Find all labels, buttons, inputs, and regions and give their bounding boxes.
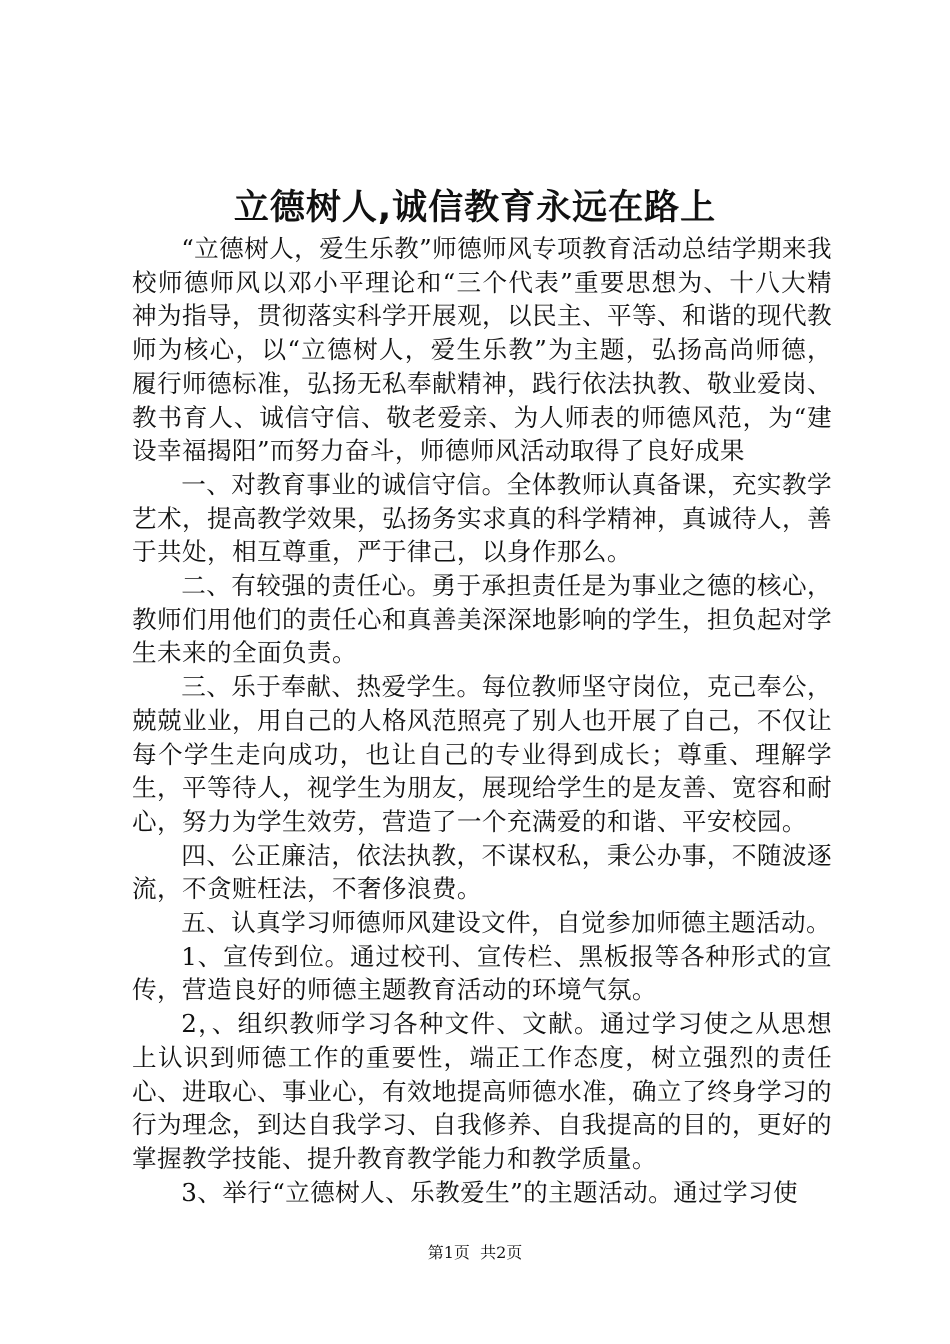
intro-paragraph: “立德树人，爱生乐教”师德师风专项教育活动总结学期来我校师德师风以邓小平理论和“三个代表”重要思想为、十八大精神为指导，贯彻落实科学开展观，以民主、平等、和谐的现代教师为核心，以“立德树人，爱生乐教”为主题，弘扬高尚师德，履行师德标准，弘扬无私奉献精神，践行依法执教、敬业爱岗、教书育人、诚信守信、敬老爱亲、为人师表的师德风范，为“建设幸福揭阳”而努力奋斗，师德师风活动取得了良好成果: [132, 234, 832, 466]
section-2-paragraph: 二、有较强的责任心。勇于承担责任是为事业之德的核心，教师们用他们的责任心和真善美深深地影响的学生，担负起对学生未来的全面负责。: [132, 571, 832, 668]
page-number: 第1页: [427, 1243, 470, 1262]
item-1-paragraph: 1、宣传到位。通过校刊、宣传栏、黑板报等各种形式的宣传，营造良好的师德主题教育活动的环境气氛。: [132, 941, 832, 1005]
item-2-paragraph: 2，、组织教师学习各种文件、文献。通过学习使之从思想上认识到师德工作的重要性，端正工作态度，树立强烈的责任心、进取心、事业心，有效地提高师德水准，确立了终身学习的行为理念，到达自我学习、自我修养、自我提高的目的，更好的掌握教学技能、提升教育教学能力和教学质量。: [132, 1009, 832, 1173]
section-4-paragraph: 四、公正廉洁，依法执教，不谋权私，秉公办事，不随波逐流，不贪赃枉法，不奢侈浪费。: [132, 840, 832, 904]
section-5-paragraph: 五、认真学习师德师风建设文件，自觉参加师德主题活动。: [181, 908, 832, 938]
document-title: 立德树人,诚信教育永远在路上: [233, 188, 717, 228]
document-body: [132, 232, 832, 1209]
section-1-paragraph: 一、对教育事业的诚信守信。全体教师认真备课，充实教学艺术，提高教学效果，弘扬务实求真的科学精神，真诚待人，善于共处，相互尊重，严于律己，以身作那么。: [132, 469, 832, 567]
section-3-paragraph: 三、乐于奉献、热爱学生。每位教师坚守岗位，克己奉公，兢兢业业，用自己的人格风范照亮了别人也开展了自己，不仅让每个学生走向成功，也让自己的专业得到成长；尊重、理解学生，平等待人，视学生为朋友，展现给学生的是友善、宽容和耐心，努力为学生效劳，营造了一个充满爱的和谐、平安校园。: [132, 672, 832, 836]
item-3-paragraph: 3、举行“立德树人、乐教爱生”的主题活动。通过学习使: [181, 1177, 799, 1207]
page-footer: [0, 1242, 950, 1264]
page-total: 共2页: [480, 1243, 523, 1262]
